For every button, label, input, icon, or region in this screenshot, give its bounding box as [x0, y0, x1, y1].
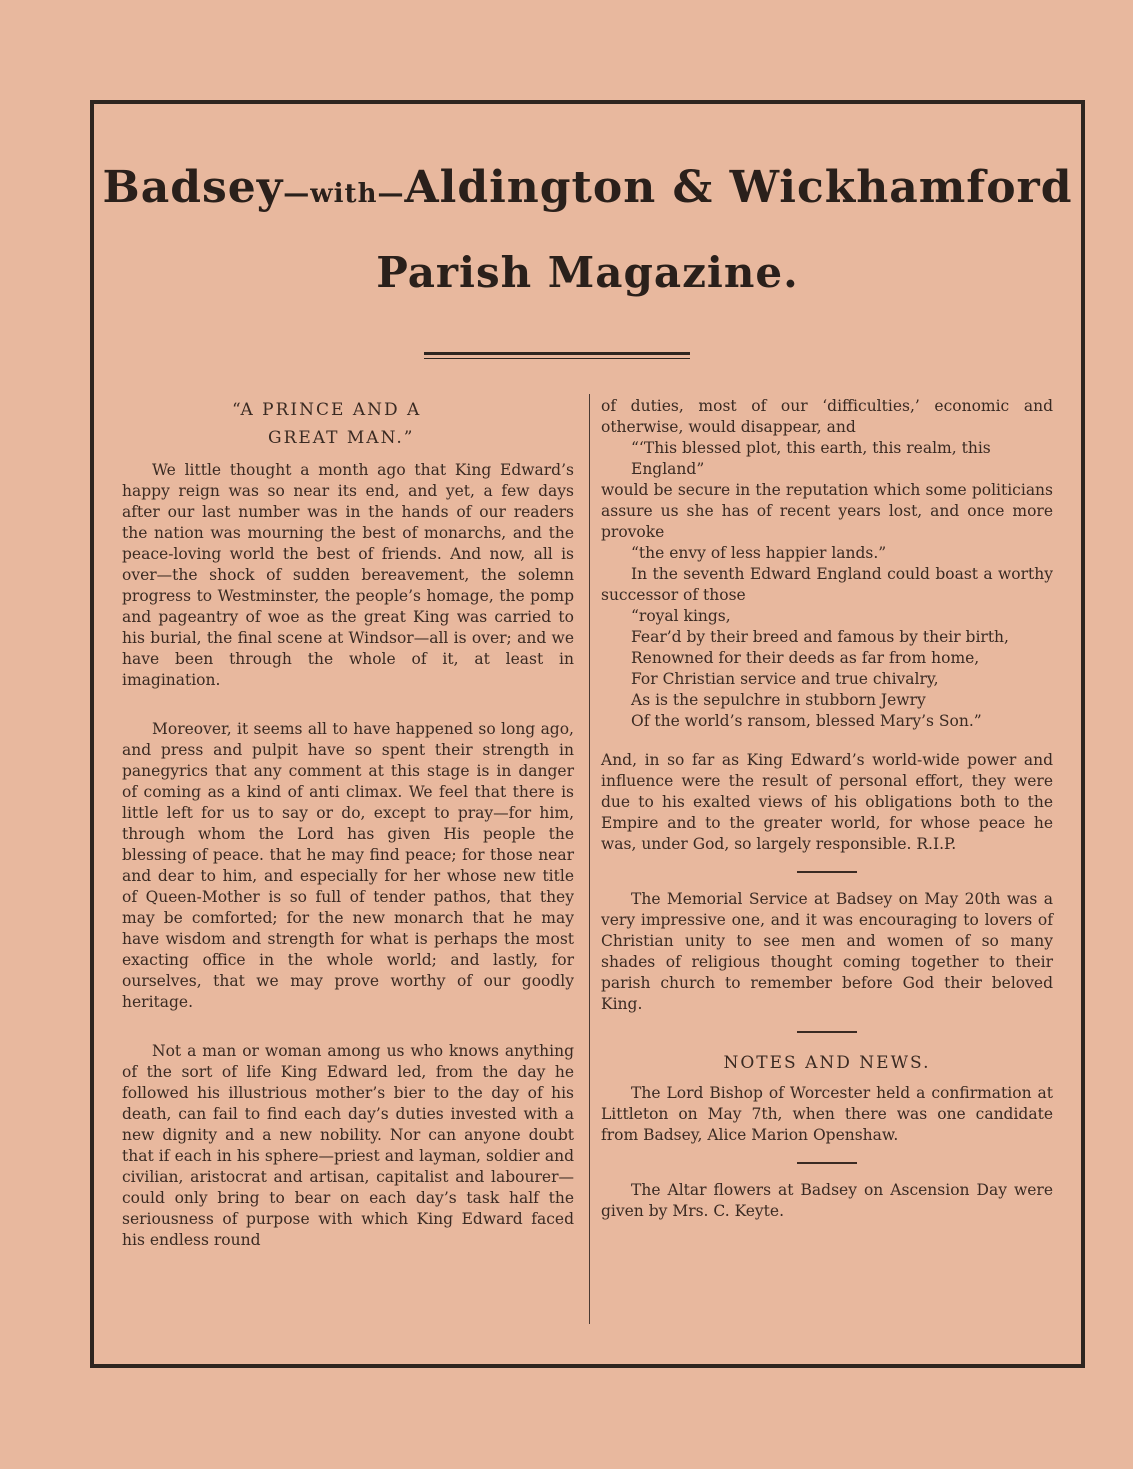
- masthead-with: —with—: [283, 179, 405, 209]
- section-dash-2: [797, 1031, 857, 1033]
- right-paragraph-6: The Lord Bishop of Worcester held a confirmation at Littleton on May 7th, when there was one candidate from Badsey, Alice Marion Openshaw.: [601, 1084, 1053, 1144]
- page-frame: [90, 100, 1085, 1368]
- right-column: [601, 396, 1053, 1222]
- title-rule-thin: [424, 358, 690, 359]
- right-paragraph-1: of duties, most of our ‘difficulties,’ economic and otherwise, would disappear, and: [601, 397, 1053, 436]
- quote-3: “royal kings,: [631, 607, 731, 625]
- left-column: [122, 396, 574, 1251]
- verse-line-3: For Christian service and true chivalry,: [631, 670, 939, 688]
- section-dash-3: [797, 1162, 857, 1164]
- masthead-line-1: [94, 162, 1081, 213]
- masthead-villages: Aldington & Wickhamford: [404, 162, 1073, 213]
- masthead-line-2: Parish Magazine.: [376, 248, 799, 297]
- right-paragraph-4: And, in so far as King Edward’s world-wide power and influence were the result of personal effort, they were due to his exalted views of his obligations both to the Empire and to the greater world, for whose peace he was, under God, so largely responsible. R.I.P.: [601, 751, 1053, 853]
- right-paragraph-2: would be secure in the reputation which some politicians assure us she has of recent years lost, and once more provoke: [601, 481, 1053, 541]
- left-paragraph-1: We little thought a month ago that King Edward’s happy reign was so near its end, and yet, a few days after our last number was in the hands of our readers the nation was mourning the best of monarchs, and the peace-loving world the best of friends. And now, all is over—the shock of sudden bereavement, the solemn progress to Westminster, the people’s homage, the pomp and pageantry of woe as the great King was carried to his burial, the final scene at Windsor—all is over; and we have been through the whole of it, at least in imagination.: [122, 461, 574, 689]
- article-heading-line-1: “A PRINCE AND A: [232, 400, 422, 420]
- title-rule-thick: [424, 352, 690, 355]
- verse-line-5: Of the world’s ransom, blessed Mary’s Son.”: [631, 712, 982, 730]
- masthead-badsey: Badsey: [102, 162, 284, 213]
- column-divider: [589, 394, 590, 1324]
- notes-heading: NOTES AND NEWS.: [723, 1053, 931, 1073]
- right-paragraph-5: The Memorial Service at Badsey on May 20th was a very impressive one, and it was encouraging to lovers of Christian unity to see men and women of so many shades of religious thought coming together to their parish church to remember before God their beloved King.: [601, 890, 1053, 1013]
- verse-line-2: Renowned for their deeds as far from home,: [631, 649, 980, 667]
- section-dash-1: [797, 871, 857, 873]
- quote-1b: England”: [631, 460, 705, 478]
- article-heading-line-2: GREAT MAN.”: [268, 428, 415, 448]
- verse-line-1: Fear’d by their breed and famous by their birth,: [631, 628, 1009, 646]
- quote-2: “the envy of less happier lands.”: [631, 544, 887, 562]
- right-paragraph-7: The Altar flowers at Badsey on Ascension Day were given by Mrs. C. Keyte.: [601, 1181, 1053, 1220]
- verse-line-4: As is the sepulchre in stubborn Jewry: [631, 691, 926, 709]
- left-paragraph-2: Moreover, it seems all to have happened so long ago, and press and pulpit have so spent their strength in panegyrics that any comment at this stage is in danger of coming as a kind of anti climax. We feel that there is little left for us to say or do, except to pray—for him, through whom the Lord has given His people the blessing of peace. that he may find peace; for those near and dear to him, and especially for her whose new title of Queen-Mother is so full of tender pathos, that they may be comforted; for the new monarch that he may have wisdom and strength for what is perhaps the most exacting office in the whole world; and lastly, for ourselves, that we may prove worthy of our goodly heritage.: [122, 720, 574, 1011]
- left-paragraph-3: Not a man or woman among us who knows anything of the sort of life King Edward led, from the day he followed his illustrious mother’s bier to the day of his death, can fail to find each day’s duties invested with a new dignity and a new nobility. Nor can anyone doubt that if each in his sphere—priest and layman, soldier and civilian, aristocrat and artisan, capitalist and labourer—could only bring to bear on each day’s task half the seriousness of purpose with which King Edward faced his endless round: [122, 1042, 574, 1249]
- quote-1a: “‘This blessed plot, this earth, this realm, this: [631, 439, 991, 457]
- right-paragraph-3: In the seventh Edward England could boast a worthy successor of those: [601, 565, 1053, 604]
